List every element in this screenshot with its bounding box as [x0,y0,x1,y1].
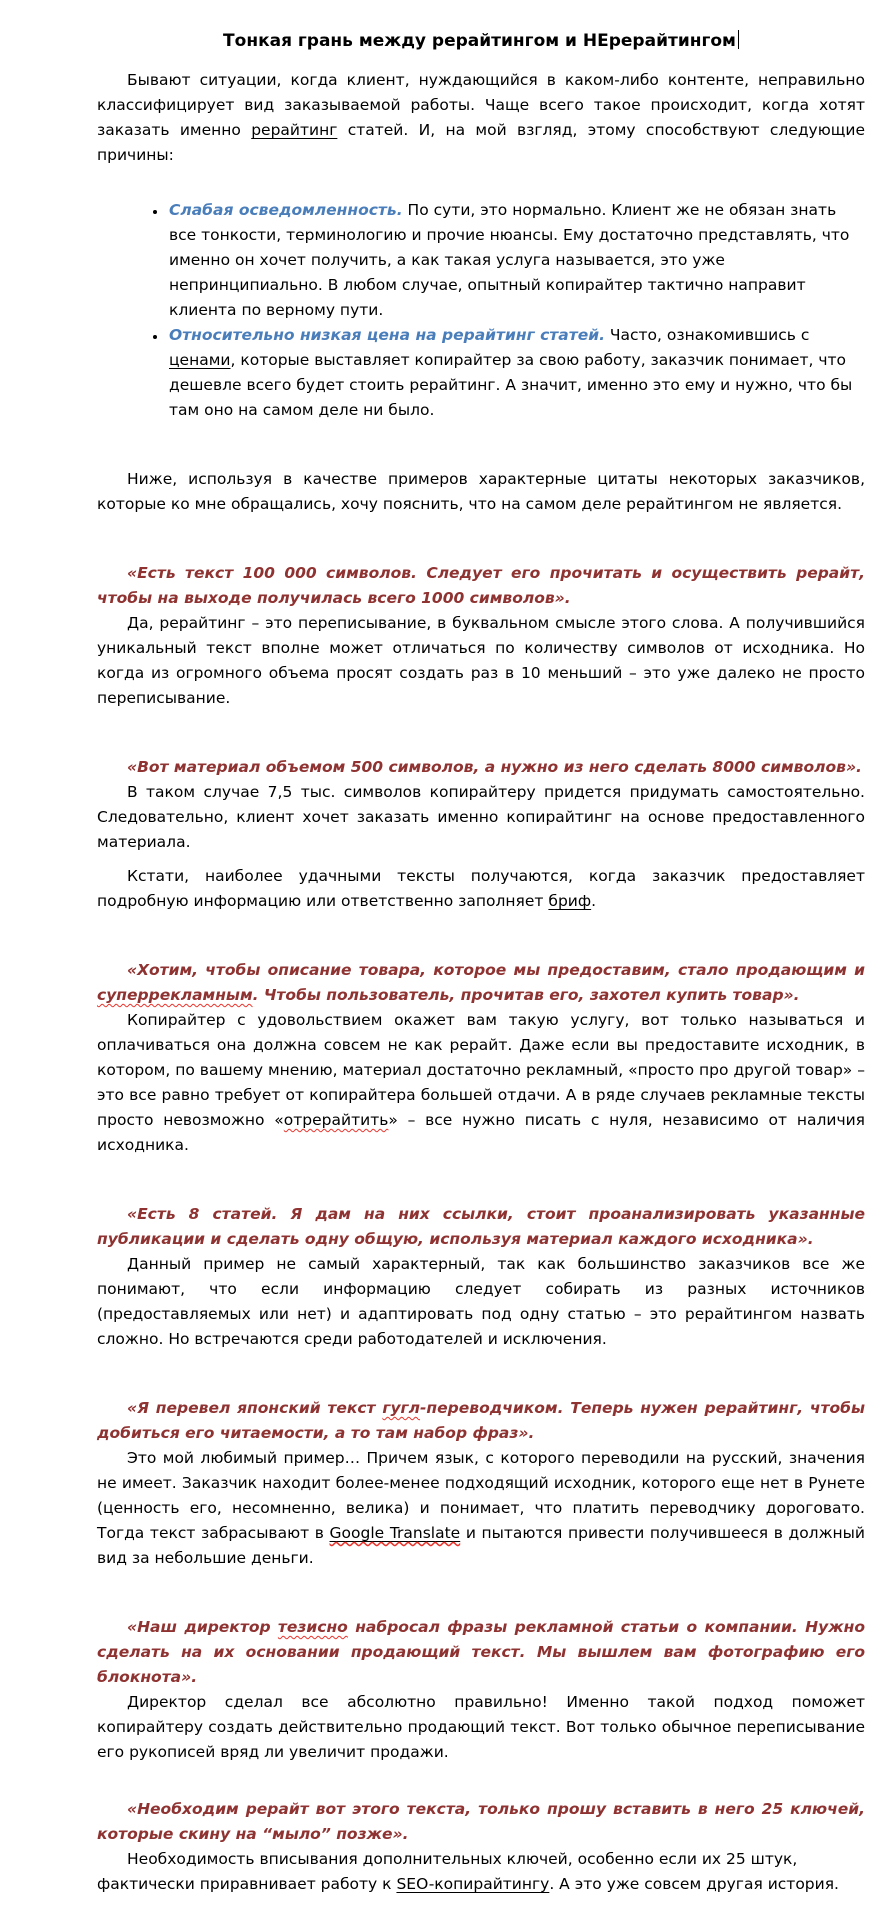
misspelled-word-google-translate: Google Translate [329,1524,461,1542]
text-run: «Я перевел японский текст [127,1399,383,1417]
link-prices[interactable]: ценами [169,351,231,369]
link-brief[interactable]: бриф [548,892,592,910]
quote-paragraph-4: «Есть 8 статей. Я дам на них ссылки, стоит проанализировать указанные публикации и сделать одну общую, используя материал каждого исходника». [97,1205,865,1248]
quote-paragraph-5 [97,1396,865,1446]
page-title-text: Тонкая грань между рерайтингом и НЕрерайтингом [223,31,736,51]
text-run: и пытаются привести получившееся в должный вид за небольшие деньги. [97,1524,865,1567]
answer-paragraph-6: Директор сделал все абсолютно правильно! Именно такой подход поможет копирайтеру создать действительно продающий текст. Вот только обычное переписывание его рукописей вряд ли увеличит продажи. [97,1693,865,1761]
text-run: статей. И, на мой взгляд, этому способствуют следующие причины: [97,121,865,164]
text-run: » – все нужно писать с нуля, независимо от наличия исходника. [97,1111,865,1154]
text-run: . Чтобы пользователь, прочитав его, захотел купить товар». [252,986,800,1004]
text-run: . [591,892,597,910]
answer-paragraph-4: Данный пример не самый характерный, так как большинство заказчиков все же понимают, что если информацию следует собирать из разных источников (предоставляемых или нет) и адаптировать под одну статью – это рерайтингом назвать сложно. Но встречаются среди работодателей и исключения. [97,1255,865,1348]
quote-paragraph-7: «Необходим рерайт вот этого текста, только прошу вставить в него 25 ключей, которые скину на “мыло” позже». [97,1800,865,1843]
text-run: Копирайтер с удовольствием окажет вам такую услугу, вот только называться и оплачиваться она должна совсем не как рерайт. Даже если вы предоставите исходник, в котором, по вашему мнению, материал достаточно рекламный, «просто про другой товар» – это все равно требует от копирайтера большей отдачи. А в ряде случаев рекламные тексты просто невозможно « [97,1011,865,1129]
text-run: «Хотим, чтобы описание товара, которое мы предоставим, стало продающим и [127,961,865,979]
misspelled-word-tezisno: тезисно [277,1618,348,1636]
link-rewriting[interactable]: рерайтинг [251,121,338,139]
note-paragraph-brief [97,864,865,914]
misspelled-word-gugl: гугл [382,1399,420,1417]
text-run: Необходимость вписывания дополнительных ключей, особенно если их 25 штук, фактически приравнивает работу к [97,1850,798,1893]
quote-paragraph-2: «Вот материал объемом 500 символов, а нужно из него сделать 8000 символов». [127,758,862,776]
text-run: , которые выставляет копирайтер за свою работу, заказчик понимает, что дешевле всего будет стоить рерайтинг. А значит, именно это ему и нужно, что бы там оно на самом деле ни было. [169,351,853,419]
bullet-item-low-price [167,323,865,423]
text-run: Бывают ситуации, когда клиент, нуждающийся в каком-либо контенте, неправильно классифицирует вид заказываемой работы. Чаще всего такое происходит, когда хотят заказать именно [97,71,865,139]
text-run: По сути, это нормально. Клиент же не обязан знать все тонкости, терминологию и прочие нюансы. Ему достаточно представлять, что именно он хочет получить, а как такая услуга называется, это уже непринципиально. В любом случае, опытный копирайтер тактично направит клиента по верному пути. [169,201,850,319]
text-run: «Наш директор [127,1618,278,1636]
text-run: Это мой любимый пример… Причем язык, с которого переводили на русский, значения не имеет. Заказчик находит более-менее подходящий исходник, которого еще нет в Рунете (ценность его, несомненно, велика) и понимает, что платить переводчику дороговато. Тогда текст забрасывают в [97,1449,865,1542]
text-run: . А это уже совсем другая история. [549,1875,839,1893]
link-google-translate[interactable] [330,1524,461,1542]
text-cursor [738,30,739,49]
intro-paragraph [97,68,865,168]
text-run: Кстати, наиболее удачными тексты получаются, когда заказчик предоставляет подробную информацию или ответственно заполняет [97,867,865,910]
page-title [97,30,865,52]
text-run: -переводчиком. Теперь нужен рерайтинг, чтобы добиться его читаемости, а то там набор фраз». [97,1399,865,1442]
answer-paragraph-5 [97,1446,865,1571]
reasons-bullet-list [97,198,865,423]
text-run: Часто, ознакомившись с [604,326,810,344]
misspelled-word-superreklamnym: суперрекламным [97,986,253,1004]
misspelled-word-otrerajtit: отрерайтить [283,1111,389,1129]
answer-paragraph-1: Да, рерайтинг – это переписывание, в буквальном смысле этого слова. А получившийся уникальный текст вполне может отличаться по количеству символов от исходника. Но когда из огромного объема просят создать раз в 10 меньший – это уже далеко не просто переписывание. [97,614,865,707]
bullet-item-weak-awareness [167,198,865,323]
transition-paragraph: Ниже, используя в качестве примеров характерные цитаты некоторых заказчиков, которые ко мне обращались, хочу пояснить, что на самом деле рерайтингом не является. [97,470,865,513]
quote-paragraph-3 [97,958,865,1008]
answer-paragraph-2: В таком случае 7,5 тыс. символов копирайтеру придется придумать самостоятельно. Следовательно, клиент хочет заказать именно копирайтинг на основе предоставленного материала. [97,783,865,851]
text-run: набросал фразы рекламной статьи о компании. Нужно сделать на их основании продающий текст. Мы вышлем вам фотографию его блокнота». [97,1618,865,1686]
bullet-lead: Относительно низкая цена на рерайтинг статей. [169,326,605,344]
answer-paragraph-7 [97,1847,865,1897]
link-seo-copywriting[interactable]: SEO-копирайтингу [396,1875,550,1893]
quote-paragraph-6 [97,1615,865,1690]
bullet-lead: Слабая осведомленность. [169,201,403,219]
answer-paragraph-3 [97,1008,865,1158]
quote-paragraph-1: «Есть текст 100 000 символов. Следует его прочитать и осуществить рерайт, чтобы на выходе получилась всего 1000 символов». [97,564,865,607]
